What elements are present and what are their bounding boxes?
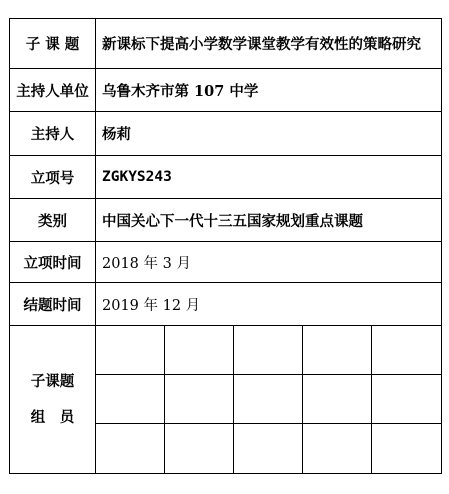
member-cell: [372, 424, 442, 474]
category-label: 类别: [10, 199, 96, 242]
member-cell: [234, 424, 303, 474]
member-cell: [96, 326, 165, 375]
row-category: [10, 199, 442, 242]
start-date-label: 立项时间: [10, 242, 96, 283]
end-date-label: 结题时间: [10, 283, 96, 326]
host-value: 杨莉: [96, 112, 442, 156]
host-unit-label: 主持人单位: [10, 69, 96, 112]
members-label-line1: 子课题: [30, 372, 75, 390]
members-label-line2: 组 员: [30, 408, 75, 426]
row-host-unit: [10, 69, 442, 112]
host-label: 主持人: [10, 112, 96, 156]
member-cell: [372, 375, 442, 424]
row-start-date: [10, 242, 442, 283]
subtopic-label: 子 课 题: [10, 19, 96, 69]
host-unit-value: 乌鲁木齐市第 107 中学: [96, 69, 442, 112]
project-number-label: 立项号: [10, 156, 96, 199]
member-cell: [303, 326, 372, 375]
project-info-table: [9, 18, 442, 474]
member-cell: [303, 424, 372, 474]
row-end-date: [10, 283, 442, 326]
member-cell: [372, 326, 442, 375]
subtopic-value: 新课标下提高小学数学课堂教学有效性的策略研究: [96, 19, 442, 69]
members-label: [10, 326, 96, 474]
category-value: 中国关心下一代十三五国家规划重点课题: [96, 199, 442, 242]
member-cell: [303, 375, 372, 424]
end-date-value: 2019 年 12 月: [96, 283, 442, 326]
start-date-value: 2018 年 3 月: [96, 242, 442, 283]
member-cell: [96, 424, 165, 474]
member-cell: [96, 375, 165, 424]
member-cell: [234, 375, 303, 424]
row-subtopic: [10, 19, 442, 69]
member-cell: [234, 326, 303, 375]
members-row-1: [10, 326, 442, 375]
member-cell: [165, 375, 234, 424]
project-number-value: ZGKYS243: [96, 156, 442, 199]
row-host: [10, 112, 442, 156]
row-project-number: [10, 156, 442, 199]
member-cell: [165, 424, 234, 474]
member-cell: [165, 326, 234, 375]
